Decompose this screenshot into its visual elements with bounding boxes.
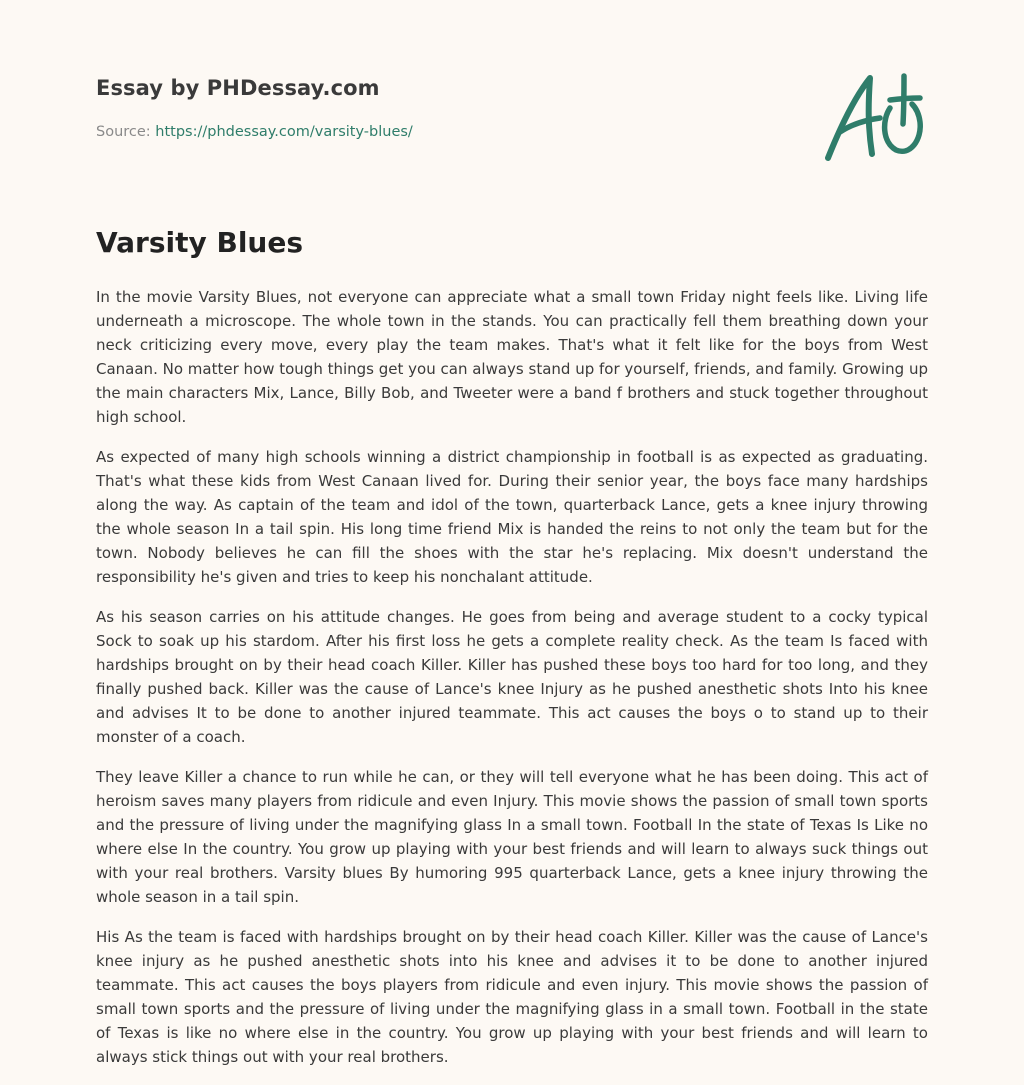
essay-title: Varsity Blues (96, 226, 304, 259)
source-label: Source: (96, 124, 151, 140)
essay-paragraph: In the movie Varsity Blues, not everyone can appreciate what a small town Friday night feels like. Living life underneath a microscope. The whole town in the stands. You can practically fell them breathing down your neck criticizing every move, every play the team makes. That's what it felt like for the boys from West Canaan. No matter how tough things get you can always stand up for yourself, friends, and family. Growing up the main characters Mix, Lance, Billy Bob, and Tweeter were a band f brothers and stuck together throughout high school. (96, 288, 928, 426)
essay-paragraph: As his season carries on his attitude changes. He goes from being and average student to a cocky typical Sock to soak up his stardom. After his first loss he gets a complete reality check. As the team Is faced with hardships brought on by their head coach Killer. Killer has pushed these boys too hard for too long, and they finally pushed back. Killer was the cause of Lance's knee Injury as he pushed anesthetic shots Into his knee and advises It to be done to another injured teammate. This act causes the boys o to stand up to their monster of a coach. (96, 608, 928, 746)
source-link[interactable]: https://phdessay.com/varsity-blues/ (155, 124, 413, 140)
site-title: Essay by PHDessay.com (96, 76, 380, 100)
essay-body (96, 285, 928, 1085)
essay-paragraph: They leave Killer a chance to run while he can, or they will tell everyone what he has been doing. This act of heroism saves many players from ridicule and even Injury. This movie shows the passion of small town sports and the pressure of living under the magnifying glass In a small town. Football In the state of Texas Is Like no where else In the country. You grow up playing with your best friends and will learn to always suck things out with your real brothers. Varsity blues By humoring 995 quarterback Lance, gets a knee injury throwing the whole season in a tail spin. (96, 768, 928, 906)
essay-paragraph: As expected of many high schools winning a district championship in football is as expected as graduating. That's what these kids from West Canaan lived for. During their senior year, the boys face many hardships along the way. As captain of the team and idol of the town, quarterback Lance, gets a knee injury throwing the whole season In a tail spin. His long time friend Mix is handed the reins to not only the team but for the town. Nobody believes he can fill the shoes with the star he's replacing. Mix doesn't understand the responsibility he's given and tries to keep his nonchalant attitude. (96, 448, 928, 586)
essay-paragraph: His As the team is faced with hardships brought on by their head coach Killer. Killer was the cause of Lance's knee injury as he pushed anesthetic shots into his knee and advises it to be done to another injured teammate. This act causes the boys players from ridicule and even injury. This movie shows the passion of small town sports and the pressure of living under the magnifying glass in a small town. Football in the state of Texas is like no where else in the country. You grow up playing with your best friends and will learn to always stick things out with your real brothers. (96, 928, 928, 1066)
a-plus-grade-icon (818, 66, 930, 166)
source-line (96, 124, 413, 140)
